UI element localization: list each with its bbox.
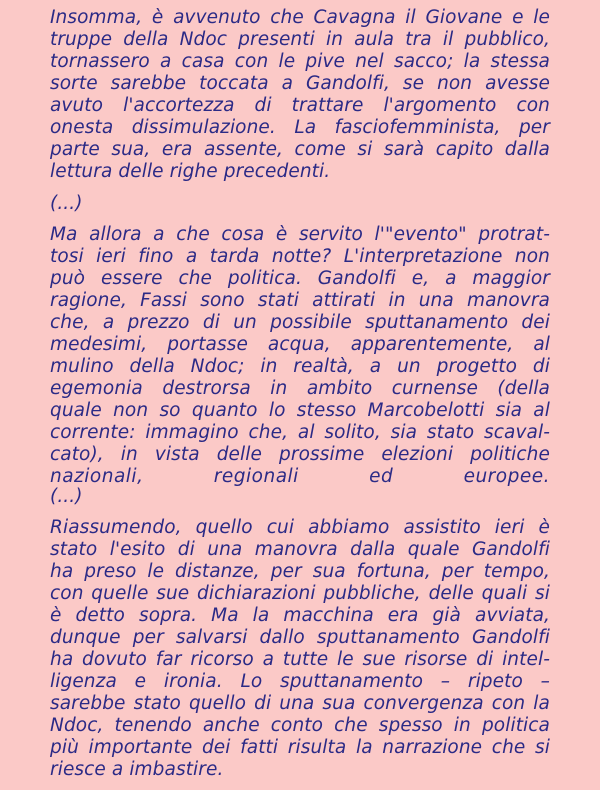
paragraph-2-line-10: corrente: immagino che, al solito, sia stato scaval- [50,422,550,443]
paragraph-2-line-5: che, a prezzo di un possibile sputtanamento dei [50,312,550,333]
paragraph-1-line-8: lettura delle righe precedenti. [50,161,331,182]
paragraph-3-line-4: con quelle sue dichiarazioni pubbliche, delle quali si [50,583,550,604]
paragraph-1-line-1: Insomma, è avvenuto che Cavagna il Giovane e le [50,7,550,28]
paragraph-2-line-7: mulino della Ndoc; in realtà, a un progetto di [50,356,550,377]
paragraph-3-line-6: dunque per salvarsi dallo sputtanamento Gandolfi [50,627,550,648]
paragraph-2-line-6: medesimi, portasse acqua, apparentemente, al [50,334,550,355]
paragraph-1-line-3: tornassero a casa con le pive nel sacco; la stessa [50,51,550,72]
paragraph-3-line-11: più importante dei fatti risulta la narrazione che si [50,737,550,758]
paragraph-2-line-11: cato), in vista delle prossime elezioni politiche [50,444,550,465]
paragraph-1-line-2: truppe della Ndoc presenti in aula tra il pubblico, [50,29,550,50]
paragraph-3-line-12: riesce a imbastire. [50,759,224,780]
ellipsis-1: (...) [50,193,83,214]
paragraph-2-line-12: nazionali, regionali ed europee. [50,466,550,487]
paragraph-3-line-5: è detto sopra. Ma la macchina era già avviata, [50,605,550,626]
paragraph-2-line-3: può essere che politica. Gandolfi e, a maggior [50,268,550,289]
paragraph-3-line-7: ha dovuto far ricorso a tutte le sue risorse di intel- [50,649,550,670]
paragraph-3-line-8: ligenza e ironia. Lo sputtanamento – ripeto – [50,671,550,692]
paragraph-3-line-10: Ndoc, tenendo anche conto che spesso in politica [50,715,550,736]
paragraph-1-line-5: avuto l'accortezza di trattare l'argomento con [50,95,550,116]
paragraph-1-line-6: onesta dissimulazione. La fasciofemminista, per [50,117,550,138]
paragraph-2-line-2: tosi ieri fino a tarda notte? L'interpretazione non [50,246,550,267]
paragraph-1-line-4: sorte sarebbe toccata a Gandolfi, se non avesse [50,73,550,94]
paragraph-3-line-9: sarebbe stato quello di una sua convergenza con la [50,693,550,714]
paragraph-2-line-8: egemonia destrorsa in ambito curnense (della [50,378,550,399]
paragraph-3-line-2: stato l'esito di una manovra dalla quale Gandolfi [50,539,550,560]
paragraph-3-line-1: Riassumendo, quello cui abbiamo assistito ieri è [50,517,550,538]
paragraph-1-line-7: parte sua, era assente, come si sarà capito dalla [50,139,550,160]
paragraph-2-line-9: quale non so quanto lo stesso Marcobelotti sia al [50,400,550,421]
paragraph-3-line-3: ha preso le distanze, per sua fortuna, per tempo, [50,561,550,582]
paragraph-2-line-1: Ma allora a che cosa è servito l'"evento" protrat- [50,224,550,245]
ellipsis-2: (...) [50,486,83,507]
paragraph-2-line-4: ragione, Fassi sono stati attirati in una manovra [50,290,550,311]
